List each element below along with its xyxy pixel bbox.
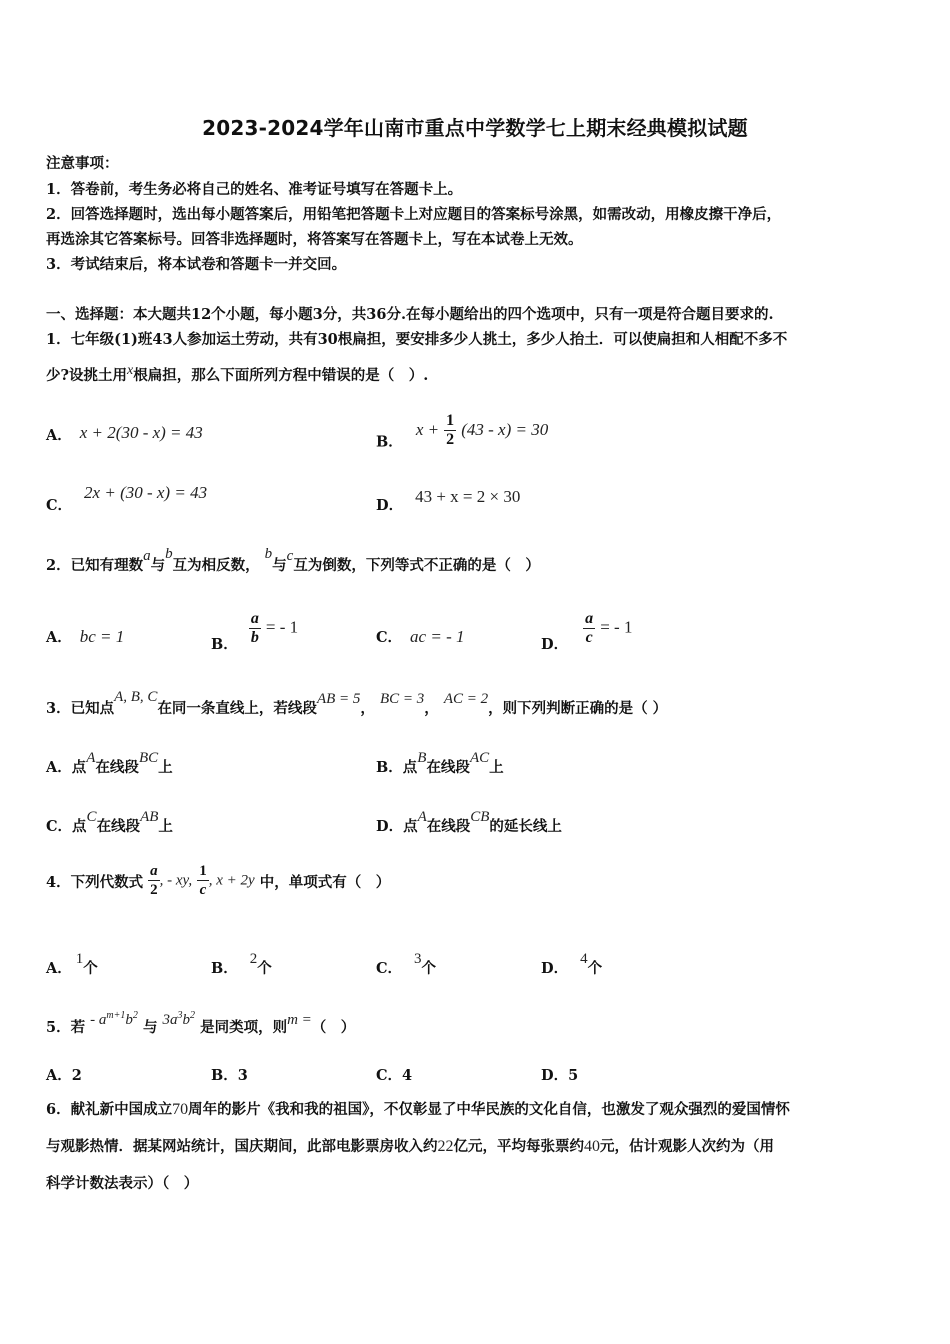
q3-option-a: A．点A在线段BC上 — [46, 750, 173, 776]
question-6-line3: 科学计数法表示）（ ） — [46, 1175, 199, 1192]
notice-heading: 注意事项： — [46, 155, 119, 172]
page-title: 2023-2024学年山南市重点中学数学七上期末经典模拟试题 — [202, 116, 748, 140]
q4-option-d: D．4个 — [541, 951, 603, 977]
question-2: 2．已知有理数a与b互为相反数， b与c互为倒数，下列等式不正确的是（ ） — [46, 546, 540, 574]
notice-item: 1．答卷前，考生务必将自己的姓名、准考证号填写在答题卡上。 — [46, 181, 463, 198]
section-heading: 一、选择题：本大题共12个小题，每小题3分，共36分.在每小题给出的四个选项中，只有一项是符合题目要求的. — [46, 306, 774, 323]
q5-option-c: C．4 — [376, 1067, 413, 1084]
question-1-line2: 少?设挑土用x根扁担，那么下面所列方程中错误的是（ ）. — [46, 363, 429, 384]
q3-option-c: C．点C在线段AB上 — [46, 809, 173, 835]
notice-item: 再选涂其它答案标号。回答非选择题时，将答案写在答题卡上，写在本试卷上无效。 — [46, 231, 583, 248]
question-5: 5．若 - $a^{m+1}b^2$ 与 $3a^3b^2$ 是同类项，则m =（ ） — [46, 1010, 356, 1036]
q3-option-d: D．点A在线段CB的延长线上 — [376, 809, 562, 835]
q4-option-a: A．1个 — [46, 951, 98, 977]
question-1-line1: 1．七年级(1)班43人参加运土劳动，共有30根扁担，要安排多少人挑土，多少人抬土．可以使扁担和人相配不多不 — [46, 331, 788, 348]
q5-option-b: B．3 — [211, 1067, 248, 1084]
q1-option-a: A． x + 2(30 - x) = 43 — [46, 423, 203, 444]
q4-option-b: B．2个 — [211, 951, 272, 977]
q5-option-a: A．2 — [46, 1067, 82, 1084]
q2-option-a: A． bc = 1 — [46, 627, 125, 646]
question-6-line2: 与观影热情．据某网站统计，国庆期间，此部电影票房收入约22亿元，平均每张票约40元，估计观影人次约为（用 — [46, 1138, 774, 1155]
q2-option-d: D． $\frac{a}{c}$ = - 1 — [541, 610, 633, 653]
notice-item: 3．考试结束后，将本试卷和答题卡一并交回。 — [46, 256, 347, 273]
q4-option-c: C．3个 — [376, 951, 437, 977]
question-3: 3．已知点A, B, C在同一条直线上，若线段AB = 5， BC = 3， AC = 2，则下列判断正确的是（ ） — [46, 689, 668, 717]
q3-option-b: B．点B在线段AC上 — [376, 750, 504, 776]
q5-option-d: D．5 — [541, 1067, 579, 1084]
q1-option-d: D． 43 + x = 2 × 30 — [376, 487, 521, 514]
q2-option-b: B． $\frac{a}{b}$ = - 1 — [211, 610, 299, 653]
question-6-line1: 6．献礼新中国成立70周年的影片《我和我的祖国》，不仅彰显了中华民族的文化自信，也激发了观众强烈的爱国情怀 — [46, 1101, 790, 1118]
notice-item: 2．回答选择题时，选出每小题答案后，用铅笔把答题卡上对应题目的答案标号涂黑，如需改动，用橡皮擦干净后， — [46, 206, 782, 223]
q1-option-c: C．2x + (30 - x) = 43 — [46, 483, 208, 514]
q2-option-c: C． ac = - 1 — [376, 627, 465, 646]
question-4: 4．下列代数式 $\frac{a}{2}$ , - xy, $\frac{1}{c}$ , x + 2y 中，单项式有（ ） — [46, 863, 391, 898]
q1-option-b: B． x + $\frac{1}{2}$ (43 - x) = 30 — [376, 412, 549, 451]
